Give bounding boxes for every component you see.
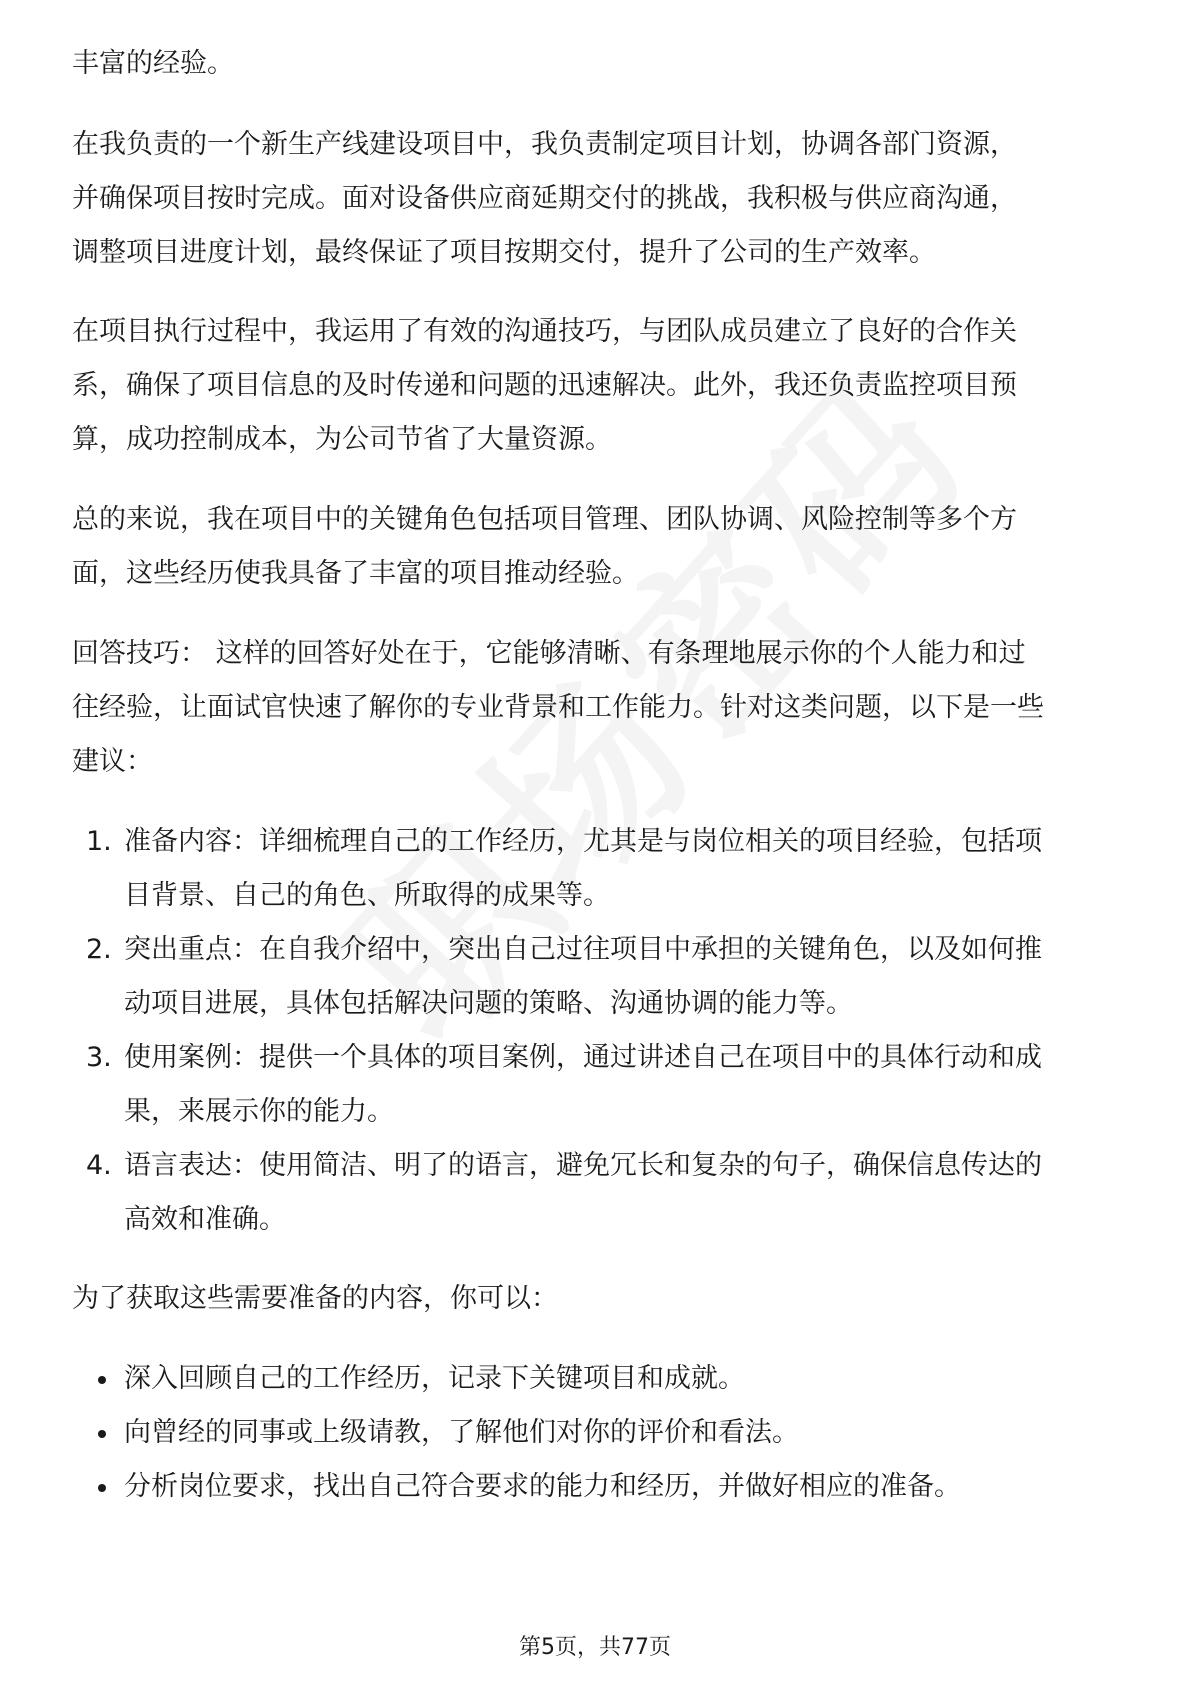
list-item [72, 1460, 1072, 1514]
bullet-list [72, 1352, 1072, 1514]
list-item-text: 深入回顾自己的工作经历，记录下关键项目和成就。 [124, 1363, 745, 1394]
list-item [72, 1139, 1062, 1247]
paragraph-prepare: 为了获取这些需要准备的内容，你可以： [72, 1283, 558, 1314]
bullet-icon [98, 1430, 106, 1438]
list-item-text: 向曾经的同事或上级请教，了解他们对你的评价和看法。 [124, 1417, 799, 1448]
bullet-icon [98, 1484, 106, 1492]
list-number: 4. [86, 1150, 112, 1181]
list-item-text: 使用案例：提供一个具体的项目案例，通过讲述自己在项目中的具体行动和成果，来展示你的能力。 [124, 1042, 1042, 1127]
list-item [72, 923, 1062, 1031]
page-footer: 第5页，共77页 [519, 1635, 671, 1660]
list-item [72, 1352, 1072, 1406]
list-item-text: 准备内容：详细梳理自己的工作经历，尤其是与岗位相关的项目经验，包括项目背景、自己的角色、所取得的成果等。 [124, 826, 1042, 911]
list-number: 1. [86, 826, 112, 857]
list-number: 2. [86, 934, 112, 965]
paragraph-3: 在项目执行过程中，我运用了有效的沟通技巧，与团队成员建立了良好的合作关系，确保了项目信息的及时传递和问题的迅速解决。此外，我还负责监控项目预算，成功控制成本，为公司节省了大量资源。 [72, 316, 1017, 455]
bullet-icon [98, 1376, 106, 1384]
paragraph-tips: 回答技巧： 这样的回答好处在于，它能够清晰、有条理地展示你的个人能力和过往经验，让面试官快速了解你的专业背景和工作能力。针对这类问题，以下是一些建议： [72, 638, 1044, 777]
list-item-text: 语言表达：使用简洁、明了的语言，避免冗长和复杂的句子，确保信息传达的高效和准确。 [124, 1150, 1042, 1235]
paragraph-1: 丰富的经验。 [72, 48, 234, 79]
list-item-text: 分析岗位要求，找出自己符合要求的能力和经历，并做好相应的准备。 [124, 1471, 961, 1502]
paragraph-4: 总的来说，我在项目中的关键角色包括项目管理、团队协调、风险控制等多个方面，这些经历使我具备了丰富的项目推动经验。 [72, 504, 1017, 589]
list-item [72, 815, 1062, 923]
list-item [72, 1406, 1072, 1460]
list-item [72, 1031, 1062, 1139]
list-number: 3. [86, 1042, 112, 1073]
paragraph-2: 在我负责的一个新生产线建设项目中，我负责制定项目计划，协调各部门资源，并确保项目按时完成。面对设备供应商延期交付的挑战，我积极与供应商沟通，调整项目进度计划，最终保证了项目按期交付，提升了公司的生产效率。 [72, 129, 1017, 268]
list-item-text: 突出重点：在自我介绍中，突出自己过往项目中承担的关键角色，以及如何推动项目进展，具体包括解决问题的策略、沟通协调的能力等。 [124, 934, 1042, 1019]
ordered-list [72, 815, 1062, 1247]
